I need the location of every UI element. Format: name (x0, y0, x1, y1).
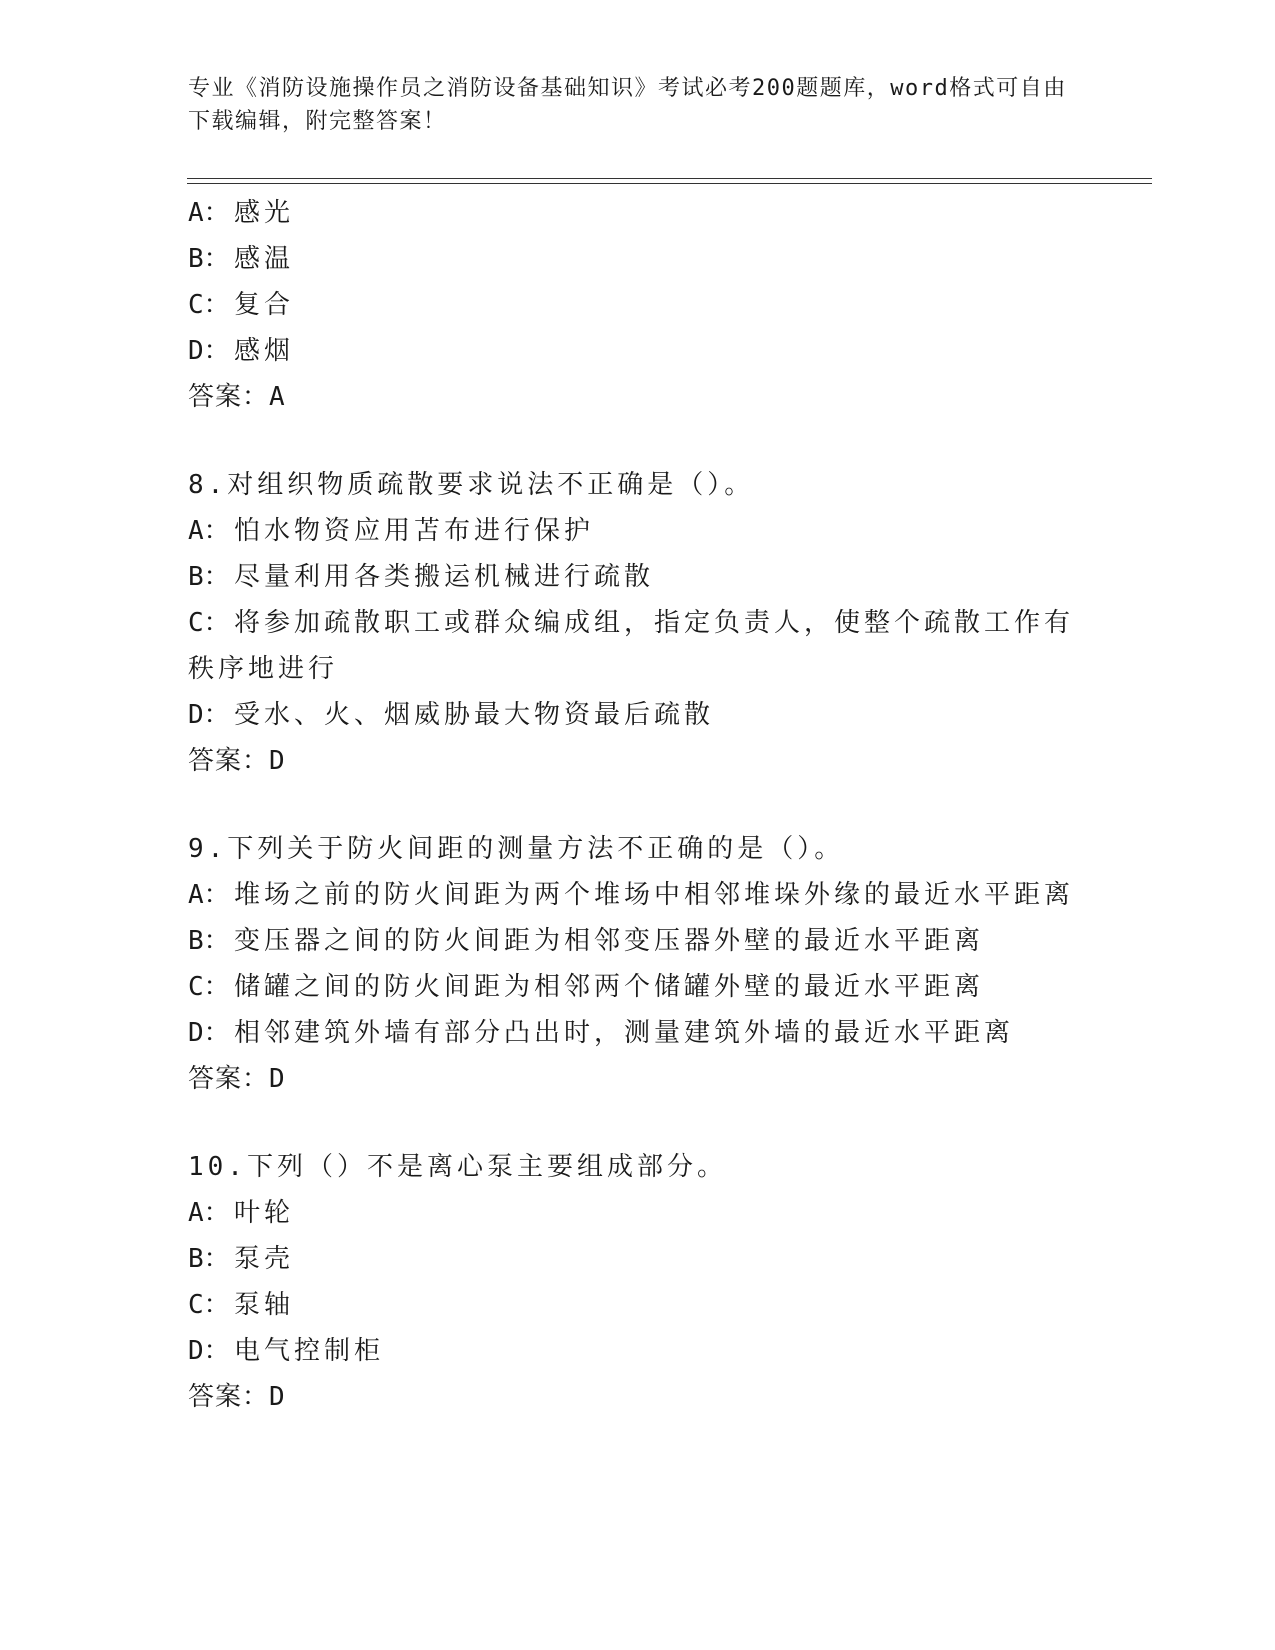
answer-line: 答案：A (188, 382, 286, 412)
option-b: B： 变压器之间的防火间距为相邻变压器外壁的最近水平距离 (188, 926, 985, 956)
question-stem: 8.对组织物质疏散要求说法不正确是（）。 (188, 470, 755, 500)
option-a: A： 怕水物资应用苫布进行保护 (188, 516, 595, 546)
option-d: D： 受水、火、烟威胁最大物资最后疏散 (188, 700, 715, 730)
option-d: D： 电气控制柜 (188, 1336, 385, 1366)
answer-line: 答案：D (188, 1064, 286, 1094)
document-header: 专业《消防设施操作员之消防设备基础知识》考试必考200题题库，word格式可自由下载编辑，附完整答案！ (188, 76, 1067, 134)
option-a: A： 堆场之前的防火间距为两个堆场中相邻堆垛外缘的最近水平距离 (188, 880, 1075, 910)
question-list (188, 190, 1088, 1420)
question-9 (188, 826, 1088, 1102)
option-d: D： 感烟 (188, 336, 295, 366)
option-a: A： 叶轮 (188, 1198, 295, 1228)
header-divider-top (187, 178, 1152, 179)
question-stem: 10.下列（）不是离心泵主要组成部分。 (188, 1152, 727, 1182)
option-d: D： 相邻建筑外墙有部分凸出时，测量建筑外墙的最近水平距离 (188, 1018, 1015, 1048)
option-c: C： 将参加疏散职工或群众编成组，指定负责人，使整个疏散工作有秩序地进行 (188, 608, 1075, 684)
option-c: C： 泵轴 (188, 1290, 295, 1320)
question-8 (188, 462, 1088, 784)
option-c: C： 复合 (188, 290, 295, 320)
question-7 (188, 190, 1088, 420)
question-stem: 9.下列关于防火间距的测量方法不正确的是（）。 (188, 834, 845, 864)
answer-line: 答案：D (188, 746, 286, 776)
option-b: B： 尽量利用各类搬运机械进行疏散 (188, 562, 655, 592)
option-b: B： 泵壳 (188, 1244, 295, 1274)
question-10 (188, 1144, 1088, 1420)
option-a: A： 感光 (188, 198, 295, 228)
option-b: B： 感温 (188, 244, 295, 274)
answer-line: 答案：D (188, 1382, 286, 1412)
option-c: C： 储罐之间的防火间距为相邻两个储罐外壁的最近水平距离 (188, 972, 985, 1002)
header-divider-bottom (187, 183, 1152, 184)
